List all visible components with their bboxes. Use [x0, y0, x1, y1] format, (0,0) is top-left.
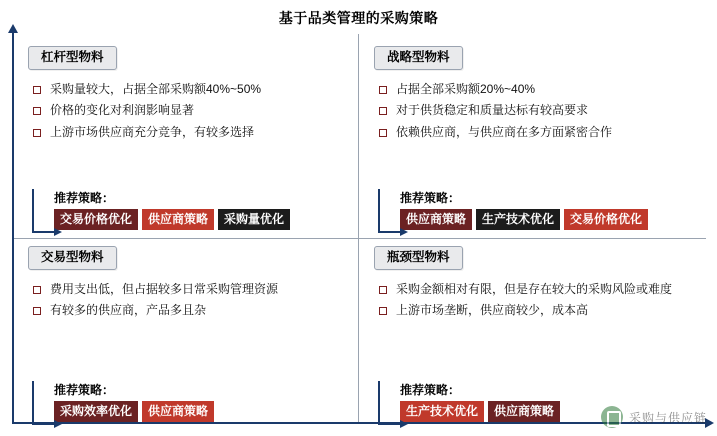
list-item: 依赖供应商，与供应商在多方面紧密合作 [378, 123, 694, 142]
strategy-tag: 供应商策略 [142, 209, 214, 230]
watermark [601, 406, 707, 428]
strategy-tags-strategic [378, 209, 694, 230]
quadrant-label-leverage: 杠杆型物料 [28, 46, 117, 70]
strategy-title: 推荐策略： [400, 383, 461, 397]
strategy-tag: 生产技术优化 [476, 209, 560, 230]
strategy-tag: 采购量优化 [218, 209, 290, 230]
strategy-title: 推荐策略： [54, 191, 115, 205]
bullet-list-bottleneck [378, 280, 694, 320]
strategy-tag: 生产技术优化 [400, 401, 484, 422]
strategy-block-strategic [378, 189, 694, 230]
strategy-tag: 供应商策略 [488, 401, 560, 422]
strategy-block-leverage [32, 189, 348, 230]
arrow-icon [32, 189, 54, 233]
bullet-list-leverage [32, 80, 348, 142]
arrow-icon [32, 381, 54, 425]
watermark-text: 采购与供应链 [628, 410, 707, 425]
list-item: 有较多的供应商，产品多且杂 [32, 301, 348, 320]
arrow-icon [378, 381, 400, 425]
quadrant-bottleneck [374, 246, 694, 422]
arrow-icon [378, 189, 400, 233]
list-item: 费用支出低，但占据较多日常采购管理资源 [32, 280, 348, 299]
quadrant-horizontal-divider [14, 238, 706, 239]
list-item: 对于供货稳定和质量达标有较高要求 [378, 101, 694, 120]
strategy-tag: 采购效率优化 [54, 401, 138, 422]
list-item: 上游市场供应商充分竞争，有较多选择 [32, 123, 348, 142]
strategy-tags-transactional [32, 401, 348, 422]
bullet-list-strategic [378, 80, 694, 142]
quadrant-leverage [28, 46, 348, 230]
strategy-block-transactional [32, 381, 348, 422]
quadrant-strategic [374, 46, 694, 230]
watermark-logo-icon [601, 406, 623, 428]
strategy-tags-leverage [32, 209, 348, 230]
strategy-tag: 供应商策略 [142, 401, 214, 422]
strategy-title: 推荐策略： [400, 191, 461, 205]
page-title: 基于品类管理的采购策略 [278, 10, 439, 26]
quadrant-label-strategic: 战略型物料 [374, 46, 463, 70]
quadrant-label-bottleneck: 瓶颈型物料 [374, 246, 463, 270]
vertical-axis [12, 32, 14, 424]
strategy-title: 推荐策略： [54, 383, 115, 397]
quadrant-transactional [28, 246, 348, 422]
strategy-tag: 交易价格优化 [54, 209, 138, 230]
list-item: 价格的变化对利润影响显著 [32, 101, 348, 120]
strategy-tag: 交易价格优化 [564, 209, 648, 230]
quadrant-vertical-divider [358, 34, 359, 422]
list-item: 采购金额相对有限，但是存在较大的采购风险或难度 [378, 280, 694, 299]
list-item: 占据全部采购额20%~40% [378, 80, 694, 99]
strategy-tag: 供应商策略 [400, 209, 472, 230]
bullet-list-transactional [32, 280, 348, 320]
list-item: 采购量较大，占据全部采购额40%~50% [32, 80, 348, 99]
list-item: 上游市场垄断，供应商较少，成本高 [378, 301, 694, 320]
quadrant-label-transactional: 交易型物料 [28, 246, 117, 270]
